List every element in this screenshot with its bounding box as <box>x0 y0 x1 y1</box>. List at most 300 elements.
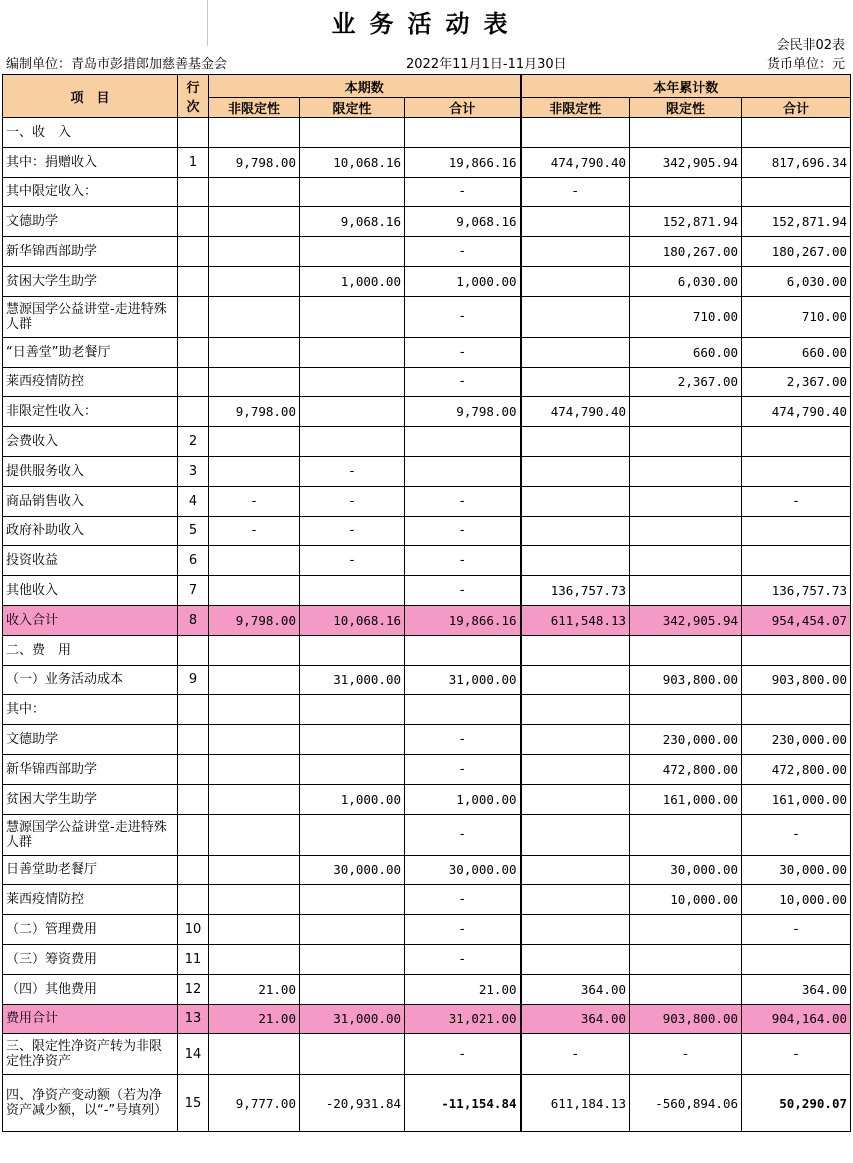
cell-ytd-restricted <box>630 177 742 207</box>
cell-current-restricted: 31,000.00 <box>300 665 405 695</box>
cell-ytd-restricted: 180,267.00 <box>630 237 742 267</box>
cell-ytd-unrestricted <box>521 944 630 974</box>
cell-ytd-restricted <box>630 915 742 945</box>
row-label: 慧源国学公益讲堂-走进特殊人群 <box>3 814 178 855</box>
cell-ytd-total <box>742 427 851 457</box>
cell-current-total: 1,000.00 <box>405 266 521 296</box>
table-row <box>3 397 851 427</box>
cell-current-restricted <box>300 635 405 665</box>
row-line-number <box>178 207 209 237</box>
cell-ytd-restricted: 161,000.00 <box>630 784 742 814</box>
cell-ytd-restricted <box>630 118 742 148</box>
table-row <box>3 456 851 486</box>
cell-ytd-total: - <box>742 1034 851 1075</box>
cell-current-total: - <box>405 486 521 516</box>
cell-ytd-total: 10,000.00 <box>742 885 851 915</box>
row-line-number <box>178 754 209 784</box>
row-label: 文德助学 <box>3 207 178 237</box>
table-row <box>3 974 851 1004</box>
row-label: （一）业务活动成本 <box>3 665 178 695</box>
table-row <box>3 784 851 814</box>
cell-current-restricted <box>300 725 405 755</box>
table-row <box>3 725 851 755</box>
cell-ytd-restricted: 10,000.00 <box>630 885 742 915</box>
cell-current-total: 31,021.00 <box>405 1004 521 1034</box>
header-ytd-restricted: 限定性 <box>630 98 742 118</box>
cell-current-total: - <box>405 915 521 945</box>
cell-ytd-total: 903,800.00 <box>742 665 851 695</box>
cell-current-total: -11,154.84 <box>405 1075 521 1132</box>
cell-current-restricted: 10,068.16 <box>300 605 405 635</box>
table-row <box>3 1034 851 1075</box>
cell-current-unrestricted <box>209 885 300 915</box>
row-line-number: 14 <box>178 1034 209 1075</box>
report-title: 业务活动表 <box>331 9 522 38</box>
cell-current-restricted <box>300 177 405 207</box>
row-line-number <box>178 177 209 207</box>
row-label: 其中：捐赠收入 <box>3 147 178 177</box>
cell-current-total: - <box>405 1034 521 1075</box>
cell-current-total: 19,866.16 <box>405 147 521 177</box>
table-row <box>3 635 851 665</box>
row-line-number <box>178 695 209 725</box>
table-row <box>3 427 851 457</box>
cell-ytd-restricted <box>630 456 742 486</box>
cell-current-unrestricted <box>209 367 300 397</box>
cell-ytd-unrestricted <box>521 695 630 725</box>
cell-current-total: - <box>405 944 521 974</box>
cell-ytd-total <box>742 118 851 148</box>
header-current-total: 合计 <box>405 98 521 118</box>
cell-current-unrestricted <box>209 296 300 337</box>
organization-label: 编制单位：青岛市彭措郎加慈善基金会 <box>6 57 228 72</box>
cell-ytd-total: 136,757.73 <box>742 576 851 606</box>
cell-current-unrestricted <box>209 237 300 267</box>
cell-ytd-unrestricted: 611,184.13 <box>521 1075 630 1132</box>
table-row <box>3 915 851 945</box>
cell-current-unrestricted <box>209 915 300 945</box>
row-label: （三）筹资费用 <box>3 944 178 974</box>
table-row <box>3 944 851 974</box>
cell-ytd-unrestricted: 474,790.40 <box>521 397 630 427</box>
table-row <box>3 1075 851 1132</box>
row-label: 二、费 用 <box>3 635 178 665</box>
cell-ytd-unrestricted <box>521 296 630 337</box>
row-line-number: 11 <box>178 944 209 974</box>
row-line-number <box>178 266 209 296</box>
row-label: 三、限定性净资产转为非限定性净资产 <box>3 1034 178 1075</box>
cell-current-restricted <box>300 974 405 1004</box>
cell-ytd-unrestricted <box>521 635 630 665</box>
cell-ytd-restricted: 6,030.00 <box>630 266 742 296</box>
table-row <box>3 814 851 855</box>
cell-ytd-restricted: 152,871.94 <box>630 207 742 237</box>
row-line-number: 12 <box>178 974 209 1004</box>
row-label: 会费收入 <box>3 427 178 457</box>
cell-current-unrestricted: 9,798.00 <box>209 147 300 177</box>
cell-ytd-restricted <box>630 486 742 516</box>
table-row <box>3 754 851 784</box>
row-label: 四、净资产变动额（若为净资产减少额，以“-”号填列） <box>3 1075 178 1132</box>
cell-current-unrestricted: 21.00 <box>209 1004 300 1034</box>
cell-current-unrestricted <box>209 266 300 296</box>
cell-ytd-total <box>742 516 851 546</box>
cell-ytd-total: 364.00 <box>742 974 851 1004</box>
cell-ytd-unrestricted: 364.00 <box>521 974 630 1004</box>
row-label: 文德助学 <box>3 725 178 755</box>
cell-ytd-total: 6,030.00 <box>742 266 851 296</box>
row-line-number: 13 <box>178 1004 209 1034</box>
row-line-number <box>178 296 209 337</box>
cell-current-unrestricted <box>209 1034 300 1075</box>
cell-current-total: - <box>405 546 521 576</box>
table-row <box>3 546 851 576</box>
table-row <box>3 296 851 337</box>
row-label: 费用合计 <box>3 1004 178 1034</box>
cell-ytd-total: - <box>742 486 851 516</box>
cell-ytd-total: 30,000.00 <box>742 855 851 885</box>
header-year-to-date: 本年累计数 <box>521 75 851 98</box>
cell-current-restricted <box>300 944 405 974</box>
cell-current-total <box>405 427 521 457</box>
cell-current-restricted <box>300 814 405 855</box>
cell-ytd-unrestricted <box>521 207 630 237</box>
currency-unit: 货币单位：元 <box>766 57 845 72</box>
row-line-number <box>178 725 209 755</box>
cell-current-restricted: 10,068.16 <box>300 147 405 177</box>
cell-current-total <box>405 635 521 665</box>
cell-current-restricted <box>300 427 405 457</box>
cell-current-total: - <box>405 725 521 755</box>
cell-ytd-total: 660.00 <box>742 337 851 367</box>
table-row <box>3 486 851 516</box>
row-line-number <box>178 118 209 148</box>
cell-ytd-restricted <box>630 695 742 725</box>
cell-current-unrestricted <box>209 177 300 207</box>
row-line-number <box>178 337 209 367</box>
row-label: 收入合计 <box>3 605 178 635</box>
cell-ytd-unrestricted <box>521 885 630 915</box>
cell-current-total <box>405 118 521 148</box>
cell-ytd-restricted: 342,905.94 <box>630 605 742 635</box>
row-label: 贫困大学生助学 <box>3 266 178 296</box>
cell-ytd-unrestricted <box>521 665 630 695</box>
cell-ytd-total <box>742 695 851 725</box>
cell-ytd-restricted: 660.00 <box>630 337 742 367</box>
cell-current-unrestricted <box>209 118 300 148</box>
row-label: “日善堂”助老餐厅 <box>3 337 178 367</box>
cell-current-unrestricted <box>209 754 300 784</box>
row-line-number: 3 <box>178 456 209 486</box>
table-row <box>3 177 851 207</box>
cell-ytd-restricted <box>630 397 742 427</box>
cell-current-unrestricted <box>209 427 300 457</box>
cell-current-restricted <box>300 367 405 397</box>
cell-ytd-restricted: 342,905.94 <box>630 147 742 177</box>
cell-current-restricted: 1,000.00 <box>300 784 405 814</box>
header-item: 项 目 <box>3 75 178 118</box>
cell-current-restricted: - <box>300 516 405 546</box>
row-label: 日善堂助老餐厅 <box>3 855 178 885</box>
row-label: 其他收入 <box>3 576 178 606</box>
row-label: 其中： <box>3 695 178 725</box>
cell-ytd-unrestricted <box>521 915 630 945</box>
cell-current-total: - <box>405 337 521 367</box>
cell-current-restricted <box>300 237 405 267</box>
cell-ytd-total: 954,454.07 <box>742 605 851 635</box>
cell-ytd-unrestricted: 611,548.13 <box>521 605 630 635</box>
table-row <box>3 605 851 635</box>
cell-current-restricted <box>300 296 405 337</box>
header-ytd-total: 合计 <box>742 98 851 118</box>
cell-ytd-restricted <box>630 546 742 576</box>
cell-current-restricted <box>300 695 405 725</box>
row-line-number: 15 <box>178 1075 209 1132</box>
table-row <box>3 665 851 695</box>
cell-current-total: - <box>405 814 521 855</box>
cell-current-total <box>405 456 521 486</box>
cell-current-restricted: 30,000.00 <box>300 855 405 885</box>
cell-ytd-restricted: - <box>630 1034 742 1075</box>
cell-ytd-total <box>742 944 851 974</box>
cell-ytd-total <box>742 456 851 486</box>
table-row <box>3 855 851 885</box>
cell-current-restricted: 9,068.16 <box>300 207 405 237</box>
cell-ytd-restricted: 230,000.00 <box>630 725 742 755</box>
cell-ytd-total: - <box>742 814 851 855</box>
cell-current-unrestricted: - <box>209 486 300 516</box>
cell-ytd-unrestricted: 364.00 <box>521 1004 630 1034</box>
cell-current-unrestricted <box>209 784 300 814</box>
cell-current-unrestricted <box>209 576 300 606</box>
cell-current-restricted <box>300 397 405 427</box>
row-line-number <box>178 237 209 267</box>
row-line-number: 8 <box>178 605 209 635</box>
cell-current-total: - <box>405 516 521 546</box>
row-line-number: 10 <box>178 915 209 945</box>
cell-current-unrestricted <box>209 695 300 725</box>
cell-current-total: 30,000.00 <box>405 855 521 885</box>
row-label: 投资收益 <box>3 546 178 576</box>
cell-current-unrestricted <box>209 456 300 486</box>
cell-ytd-unrestricted <box>521 337 630 367</box>
table-row <box>3 516 851 546</box>
cell-ytd-unrestricted <box>521 855 630 885</box>
cell-ytd-unrestricted <box>521 754 630 784</box>
cell-current-total: - <box>405 367 521 397</box>
row-line-number <box>178 367 209 397</box>
cell-ytd-restricted <box>630 944 742 974</box>
cell-current-total: - <box>405 177 521 207</box>
header-current-unrestricted: 非限定性 <box>209 98 300 118</box>
cell-current-restricted <box>300 337 405 367</box>
cell-ytd-restricted: 472,800.00 <box>630 754 742 784</box>
cell-current-total: 1,000.00 <box>405 784 521 814</box>
cell-ytd-restricted: 903,800.00 <box>630 665 742 695</box>
cell-current-restricted <box>300 118 405 148</box>
cell-ytd-total: 474,790.40 <box>742 397 851 427</box>
row-line-number <box>178 855 209 885</box>
header-current-restricted: 限定性 <box>300 98 405 118</box>
row-label: 提供服务收入 <box>3 456 178 486</box>
cell-ytd-unrestricted <box>521 725 630 755</box>
cell-current-unrestricted <box>209 635 300 665</box>
cell-ytd-unrestricted <box>521 237 630 267</box>
cell-ytd-unrestricted <box>521 486 630 516</box>
cell-current-unrestricted <box>209 944 300 974</box>
cell-current-restricted: - <box>300 486 405 516</box>
table-row <box>3 1004 851 1034</box>
cell-current-restricted: 31,000.00 <box>300 1004 405 1034</box>
cell-ytd-total: 472,800.00 <box>742 754 851 784</box>
table-row <box>3 885 851 915</box>
cell-ytd-unrestricted: - <box>521 1034 630 1075</box>
table-row <box>3 237 851 267</box>
cell-ytd-total: 2,367.00 <box>742 367 851 397</box>
table-row <box>3 576 851 606</box>
cell-ytd-total: - <box>742 915 851 945</box>
table-row <box>3 118 851 148</box>
cell-current-restricted: 1,000.00 <box>300 266 405 296</box>
cell-ytd-restricted: 2,367.00 <box>630 367 742 397</box>
cell-current-total: - <box>405 576 521 606</box>
row-label: 慧源国学公益讲堂-走进特殊人群 <box>3 296 178 337</box>
cell-ytd-unrestricted <box>521 814 630 855</box>
table-row <box>3 337 851 367</box>
row-label: 其中限定收入： <box>3 177 178 207</box>
cell-ytd-total <box>742 635 851 665</box>
row-line-number: 2 <box>178 427 209 457</box>
cell-current-total: - <box>405 754 521 784</box>
header-line: 行次 <box>178 75 209 118</box>
activity-report-table <box>2 74 851 1132</box>
table-row <box>3 207 851 237</box>
cell-current-total: - <box>405 296 521 337</box>
cell-ytd-total: 904,164.00 <box>742 1004 851 1034</box>
cell-current-unrestricted: - <box>209 516 300 546</box>
cell-ytd-total <box>742 177 851 207</box>
cell-current-restricted: -20,931.84 <box>300 1075 405 1132</box>
table-row <box>3 367 851 397</box>
cell-ytd-restricted <box>630 814 742 855</box>
cell-ytd-restricted <box>630 516 742 546</box>
row-label: （四）其他费用 <box>3 974 178 1004</box>
cell-current-unrestricted <box>209 546 300 576</box>
cell-ytd-total: 230,000.00 <box>742 725 851 755</box>
cell-ytd-restricted <box>630 576 742 606</box>
cell-current-restricted: - <box>300 456 405 486</box>
cell-current-restricted <box>300 754 405 784</box>
row-label: （二）管理费用 <box>3 915 178 945</box>
cell-ytd-restricted: 30,000.00 <box>630 855 742 885</box>
cell-ytd-restricted: -560,894.06 <box>630 1075 742 1132</box>
cell-current-restricted <box>300 915 405 945</box>
cell-ytd-total: 50,290.07 <box>742 1075 851 1132</box>
cell-ytd-unrestricted <box>521 367 630 397</box>
cell-ytd-unrestricted <box>521 427 630 457</box>
report-period: 2022年11月1日-11月30日 <box>406 57 567 72</box>
cell-current-total: - <box>405 237 521 267</box>
cell-ytd-unrestricted: - <box>521 177 630 207</box>
row-label: 新华锦西部助学 <box>3 754 178 784</box>
cell-ytd-total: 152,871.94 <box>742 207 851 237</box>
row-label: 莱西疫情防控 <box>3 885 178 915</box>
row-label: 政府补助收入 <box>3 516 178 546</box>
row-line-number: 5 <box>178 516 209 546</box>
cell-current-total: 31,000.00 <box>405 665 521 695</box>
row-line-number: 4 <box>178 486 209 516</box>
row-label: 商品销售收入 <box>3 486 178 516</box>
row-line-number: 7 <box>178 576 209 606</box>
row-label: 非限定性收入： <box>3 397 178 427</box>
cell-current-total: 19,866.16 <box>405 605 521 635</box>
table-row <box>3 147 851 177</box>
row-line-number <box>178 784 209 814</box>
cell-ytd-restricted <box>630 427 742 457</box>
row-line-number <box>178 814 209 855</box>
row-line-number <box>178 635 209 665</box>
cell-current-total: 21.00 <box>405 974 521 1004</box>
cell-current-restricted <box>300 576 405 606</box>
cell-ytd-restricted: 903,800.00 <box>630 1004 742 1034</box>
cell-ytd-unrestricted <box>521 266 630 296</box>
cell-current-total: 9,798.00 <box>405 397 521 427</box>
cell-ytd-unrestricted: 136,757.73 <box>521 576 630 606</box>
cell-ytd-restricted <box>630 635 742 665</box>
cell-current-unrestricted: 21.00 <box>209 974 300 1004</box>
cell-ytd-unrestricted <box>521 784 630 814</box>
cell-ytd-unrestricted <box>521 546 630 576</box>
row-label: 贫困大学生助学 <box>3 784 178 814</box>
cell-current-total: 9,068.16 <box>405 207 521 237</box>
cell-current-unrestricted <box>209 814 300 855</box>
cell-current-unrestricted: 9,798.00 <box>209 605 300 635</box>
table-row <box>3 266 851 296</box>
cell-ytd-total: 817,696.34 <box>742 147 851 177</box>
cell-current-total <box>405 695 521 725</box>
cell-current-unrestricted <box>209 855 300 885</box>
cell-current-unrestricted <box>209 337 300 367</box>
cell-ytd-restricted <box>630 974 742 1004</box>
cell-current-restricted <box>300 885 405 915</box>
row-line-number: 1 <box>178 147 209 177</box>
row-label: 新华锦西部助学 <box>3 237 178 267</box>
row-line-number <box>178 885 209 915</box>
header-current-period: 本期数 <box>209 75 521 98</box>
table-row <box>3 695 851 725</box>
report-body <box>3 118 851 1132</box>
cell-ytd-unrestricted <box>521 118 630 148</box>
cell-ytd-total: 161,000.00 <box>742 784 851 814</box>
grid-divider <box>207 0 208 46</box>
cell-current-restricted <box>300 1034 405 1075</box>
row-line-number: 9 <box>178 665 209 695</box>
cell-current-restricted: - <box>300 546 405 576</box>
cell-current-unrestricted <box>209 725 300 755</box>
row-label: 莱西疫情防控 <box>3 367 178 397</box>
cell-ytd-restricted: 710.00 <box>630 296 742 337</box>
cell-current-unrestricted <box>209 665 300 695</box>
cell-current-unrestricted: 9,798.00 <box>209 397 300 427</box>
row-label: 一、收 入 <box>3 118 178 148</box>
cell-ytd-unrestricted <box>521 516 630 546</box>
cell-ytd-total <box>742 546 851 576</box>
cell-current-unrestricted <box>209 207 300 237</box>
cell-ytd-total: 180,267.00 <box>742 237 851 267</box>
cell-ytd-total: 710.00 <box>742 296 851 337</box>
cell-ytd-unrestricted <box>521 456 630 486</box>
form-number: 会民非02表 <box>776 38 845 53</box>
